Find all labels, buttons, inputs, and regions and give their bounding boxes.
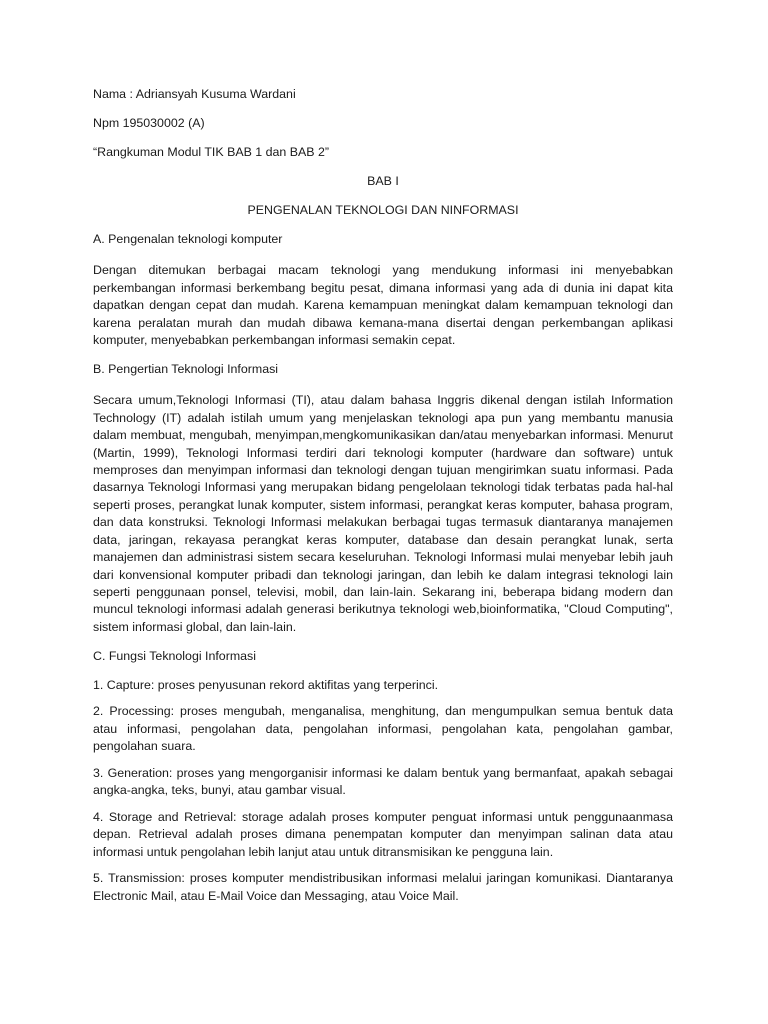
section-body-a: Dengan ditemukan berbagai macam teknologi yang mendukung informasi ini menyebabkan perkembangan informasi berkembang begitu pesat, dimana informasi yang ada di dunia ini dapat kita dapatkan dengan cepat dan mudah. Karena kemampuan meningkat dalam kemampuan teknologi dan karena peralatan murah dan mudah dibawa kemana-mana disertai dengan perkembangan aplikasi komputer, menyebabkan perkembangan informasi semakin cepat. xyxy=(93,263,673,348)
section-heading-c: C. Fungsi Teknologi Informasi xyxy=(93,648,256,663)
list-item-generation: 3. Generation: proses yang mengorganisir informasi ke dalam bentuk yang bermanfaat, apakah sebagai angka-angka, teks, bunyi, atau gambar visual. xyxy=(93,765,673,798)
list-item-storage-retrieval: 4. Storage and Retrieval: storage adalah proses komputer penguat informasi untuk penggunaanmasa depan. Retrieval adalah proses dimana penempatan komputer dan menyimpan salinan data atau informasi untuk pengolahan lebih lanjut atau untuk ditransmisikan ke pengguna lain. xyxy=(93,809,673,859)
section-heading-a: A. Pengenalan teknologi komputer xyxy=(93,232,283,246)
document-page xyxy=(93,86,673,914)
section-body-b: Secara umum,Teknologi Informasi (TI), atau dalam bahasa Inggris dikenal dengan istilah Information Technology (IT) adalah istilah umum yang menjelaskan teknologi apa pun yang membantu manusia dalam membuat, mengubah, menyimpan,mengkomunikasikan dan/atau menyebarkan informasi. Menurut (Martin, 1999), Teknologi Informasi terdiri dari teknologi komputer (hardware dan software) untuk memproses dan menyimpan informasi dan teknologi dengan tujuan mengirimkan suatu informasi. Pada dasarnya Teknologi Informasi yang merupakan bidang pengelolaan teknologi tidak terbatas pada hal-hal seperti proses, perangkat lunak komputer, sistem informasi, perangkat keras komputer, bahasa program, dan data konstruksi. Teknologi Informasi melakukan berbagai tugas termasuk diantaranya manajemen data, jaringan, rekayasa perangkat keras komputer, database dan desain perangkat lunak, serta manajemen dan administrasi sistem secara keseluruhan. Teknologi Informasi mulai menyebar lebih jauh dari konvensional komputer pribadi dan teknologi jaringan, dan lebih ke dalam integrasi teknologi lain seperti penggunaan ponsel, televisi, mobil, dan lain-lain. Sekarang ini, beberapa bidang modern dan muncul teknologi informasi adalah generasi berikutnya teknologi web,bioinformatika, "Cloud Computing", sistem informasi global, dan lain-lain. xyxy=(93,393,673,634)
list-item-transmission: 5. Transmission: proses komputer mendistribusikan informasi melalui jaringan komunikasi. Diantaranya Electronic Mail, atau E-Mail Voice dan Messaging, atau Voice Mail. xyxy=(93,871,673,903)
document-title: “Rangkuman Modul TIK BAB 1 dan BAB 2” xyxy=(93,145,330,159)
list-item-capture: 1. Capture: proses penyusunan rekord aktifitas yang terperinci. xyxy=(93,677,439,692)
chapter-title: PENGENALAN TEKNOLOGI DAN NINFORMASI xyxy=(247,203,519,217)
list-item-processing: 2. Processing: proses mengubah, menganalisa, menghitung, dan mengumpulkan semua bentuk data atau informasi, pengolahan data, pengolahan informasi, pengolahan kata, pengolahan gambar, pengolahan suara. xyxy=(93,704,673,754)
student-npm: Npm 195030002 (A) xyxy=(93,116,205,130)
chapter-number: BAB I xyxy=(367,174,399,188)
section-heading-b: B. Pengertian Teknologi Informasi xyxy=(93,362,279,377)
student-name: Nama : Adriansyah Kusuma Wardani xyxy=(93,87,296,101)
